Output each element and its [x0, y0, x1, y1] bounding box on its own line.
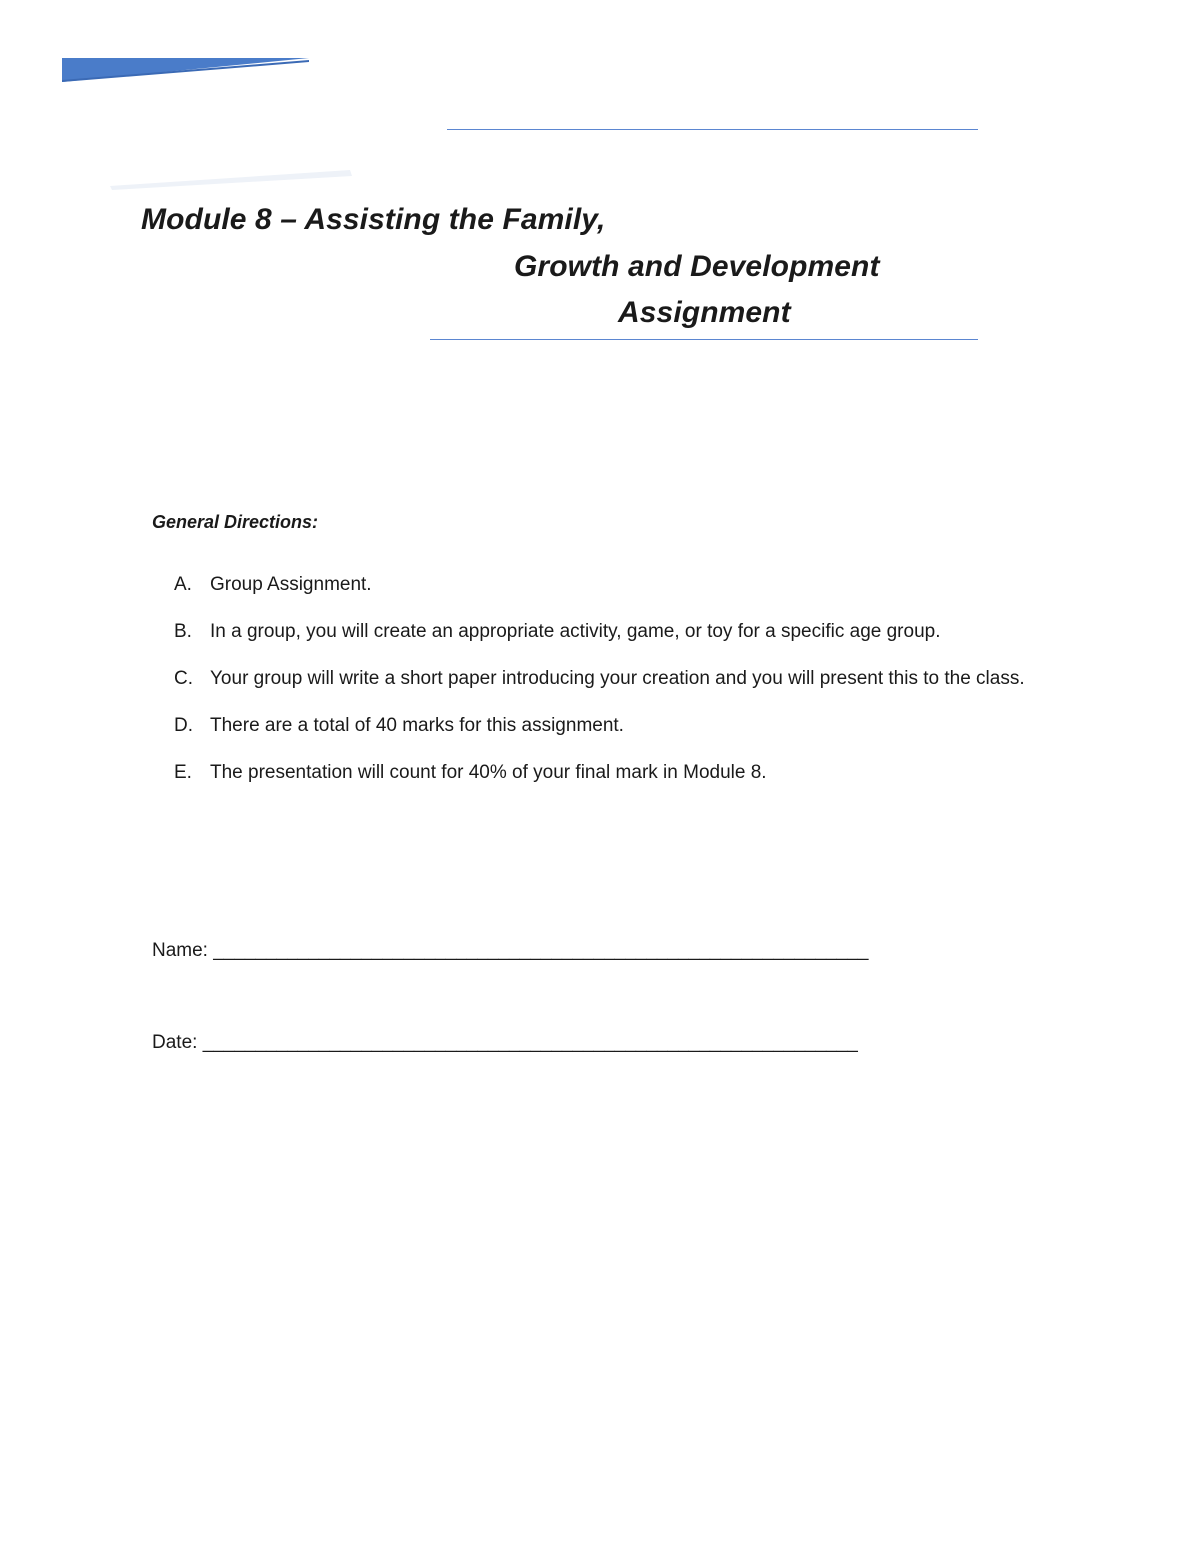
- page-title-line-2: Growth and Development: [514, 250, 880, 283]
- list-item: [174, 564, 1074, 606]
- list-marker: A.: [174, 574, 192, 595]
- list-marker: B.: [174, 621, 192, 642]
- directions-list: [174, 574, 1074, 799]
- list-item-text: Your group will write a short paper introducing your creation and you will present this to the class.: [210, 668, 1025, 689]
- list-item: [174, 611, 1074, 653]
- list-item-text: The presentation will count for 40% of your final mark in Module 8.: [210, 762, 767, 783]
- date-field[interactable]: Date: ______________________________________________________________: [152, 1032, 858, 1053]
- name-field[interactable]: Name: ______________________________________________________________: [152, 940, 869, 961]
- list-marker: C.: [174, 668, 193, 689]
- faint-swoosh-shape: [110, 170, 352, 190]
- header-decoration: [0, 0, 400, 200]
- page-title-line-1: Module 8 – Assisting the Family,: [141, 203, 606, 236]
- page-title-line-3: Assignment: [618, 296, 791, 329]
- list-item-text: Group Assignment.: [210, 574, 372, 595]
- list-item-text: In a group, you will create an appropriate activity, game, or toy for a specific age group.: [210, 621, 941, 642]
- top-divider-line: [447, 129, 978, 130]
- list-marker: D.: [174, 715, 193, 736]
- directions-heading: General Directions:: [152, 512, 319, 532]
- list-marker: E.: [174, 762, 192, 783]
- list-item: [174, 752, 1074, 794]
- list-item: [174, 658, 1074, 700]
- list-item-text: There are a total of 40 marks for this assignment.: [210, 715, 624, 736]
- title-underline: [430, 339, 978, 340]
- list-item: [174, 705, 1074, 747]
